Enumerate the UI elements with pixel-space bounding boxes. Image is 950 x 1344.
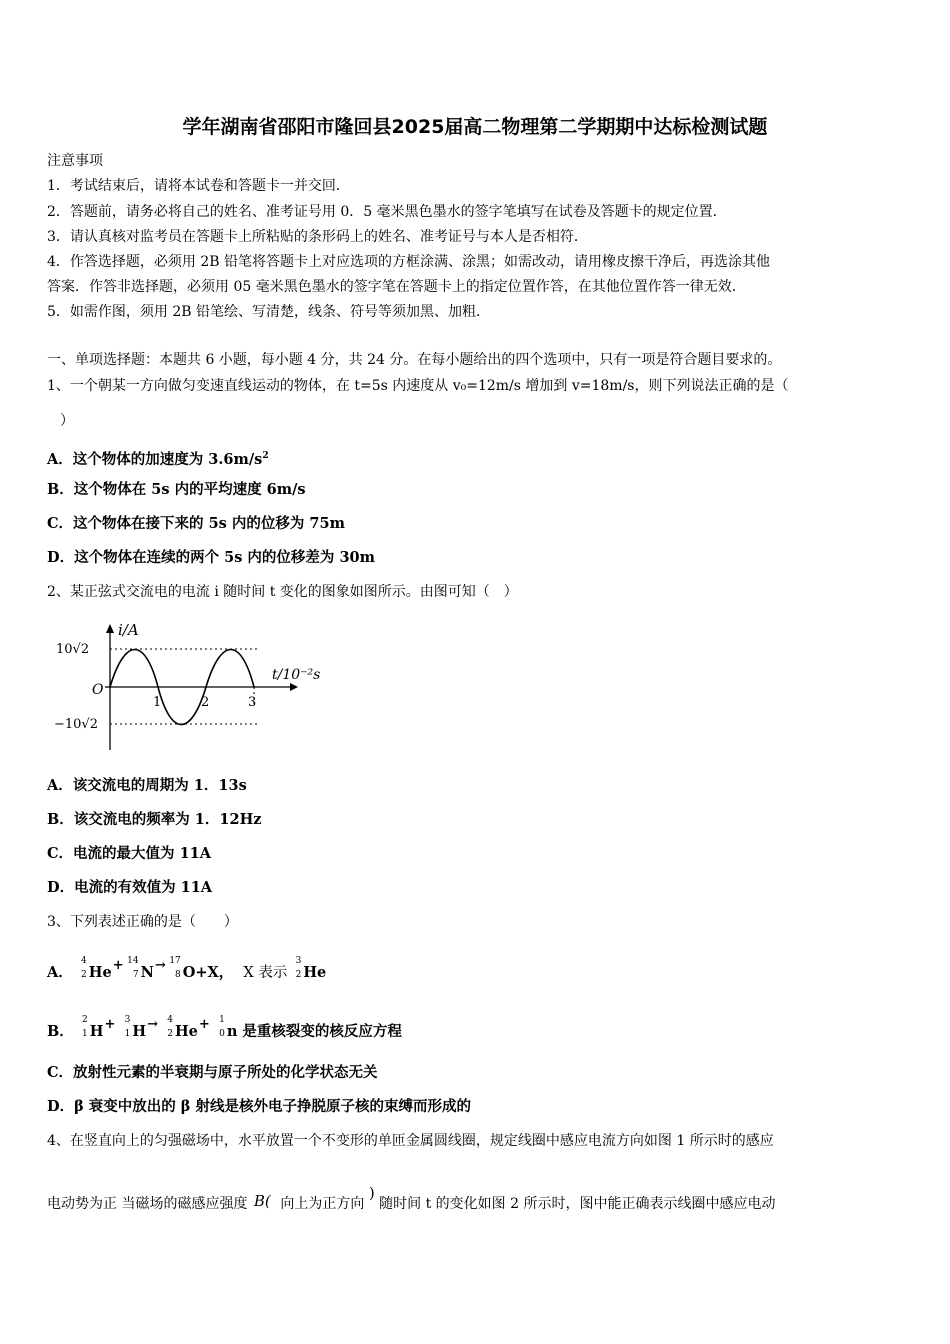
question-3-stem: 3、下列表述正确的是（ ）	[47, 914, 238, 930]
section-heading: 一、单项选择题：本题共 6 小题，每小题 4 分，共 24 分。在每小题给出的四个选项中，只有一项是符合题目要求的。	[47, 352, 782, 368]
q1-option-c: C．这个物体在接下来的 5s 内的位移为 75m	[47, 515, 345, 532]
notice-item: 1．考试结束后，请将本试卷和答题卡一并交回．	[47, 178, 350, 194]
origin-label: O	[92, 682, 104, 698]
x-axis-arrow	[290, 683, 298, 691]
x-axis-label: t/10⁻²s	[272, 667, 321, 683]
q3-option-b: B． 2 1 H+ 3 1 H→ 4 2 He+ 1 0 n 是重核裂变的核反应方程	[47, 1015, 402, 1040]
question-4-stem: 4、在竖直向上的匀强磁场中，水平放置一个不变形的单匝金属圆线圈，规定线圈中感应电流方向如图 1 所示时的感应	[47, 1133, 774, 1149]
exponent: 2	[262, 451, 269, 461]
x-tick-label: 2	[201, 695, 210, 710]
q1-option-a: A．这个物体的加速度为 $3.6m/s^2$	[47, 450, 269, 468]
exam-title: 学年湖南省邵阳市隆回县2025届高二物理第二学期期中达标检测试题	[182, 116, 768, 138]
q2-option-c: C．电流的最大值为 11A	[47, 845, 212, 862]
q1-option-b: B．这个物体在 5s 内的平均速度 6m/s	[47, 481, 306, 498]
q1-option-d: D．这个物体在连续的两个 5s 内的位移差为 30m	[47, 549, 375, 566]
q2-option-a: A．该交流电的周期为 1．13s	[47, 777, 247, 794]
q2-option-b: B．该交流电的频率为 1．12Hz	[47, 811, 262, 828]
notice-item: 答案．作答非选择题，必须用 05 毫米黑色墨水的签字笔在答题卡上的指定位置作答，在其他位置作答一律无效．	[47, 279, 746, 295]
y-max-label: 10√2	[56, 642, 90, 657]
question-4-stem-line2: 电动势为正 当磁场的磁感应强度 B( 向上为正方向 ) 随时间 t 的变化如图 2 所示时，图中能正确表示线圈中感应电动	[47, 1184, 776, 1212]
q3-option-d: D．β 衰变中放出的 β 射线是核外电子挣脱原子核的束缚而形成的	[47, 1098, 471, 1115]
x-tick-label: 3	[248, 695, 257, 710]
q3-option-c: C．放射性元素的半衰期与原子所处的化学状态无关	[47, 1064, 378, 1081]
q2-option-d: D．电流的有效值为 11A	[47, 879, 213, 896]
question-1-stem: 1、一个朝某一方向做匀变速直线运动的物体，在 t=5s 内速度从 v₀=12m/s 增加到 v=18m/s，则下列说法正确的是（	[47, 378, 789, 394]
notice-item: 3．请认真核对监考员在答题卡上所粘贴的条形码上的姓名、准考证号与本人是否相符．	[47, 229, 588, 245]
question-1-stem-end: ）	[60, 413, 74, 429]
current-time-graph	[50, 615, 340, 755]
notice-item: 5．如需作图，须用 2B 铅笔绘、写清楚，线条、符号等须加黑、加粗．	[47, 304, 491, 320]
y-axis-label: i/A	[118, 621, 139, 639]
b-symbol: B(	[253, 1192, 271, 1210]
question-2-stem: 2、某正弦式交流电的电流 i 随时间 t 变化的图象如图所示。由图可知（ ）	[47, 584, 518, 600]
q3-option-a: A． 4 2 He+ 14 7 N→ 17 8 O+X， X 表示 3 2 He	[47, 956, 327, 981]
notice-item: 4．作答选择题，必须用 2B 铅笔将答题卡上对应选项的方框涂满、涂黑；如需改动，请用橡皮擦干净后，再选涂其他	[47, 254, 770, 270]
notice-item: 2．答题前，请务必将自己的姓名、准考证号用 0．5 毫米黑色墨水的签字笔填写在试卷及答题卡的规定位置．	[47, 204, 727, 220]
y-axis-arrow	[106, 624, 114, 633]
notice-heading: 注意事项	[47, 153, 103, 169]
y-min-label: −10√2	[54, 717, 98, 732]
x-tick-label: 1	[153, 695, 162, 710]
